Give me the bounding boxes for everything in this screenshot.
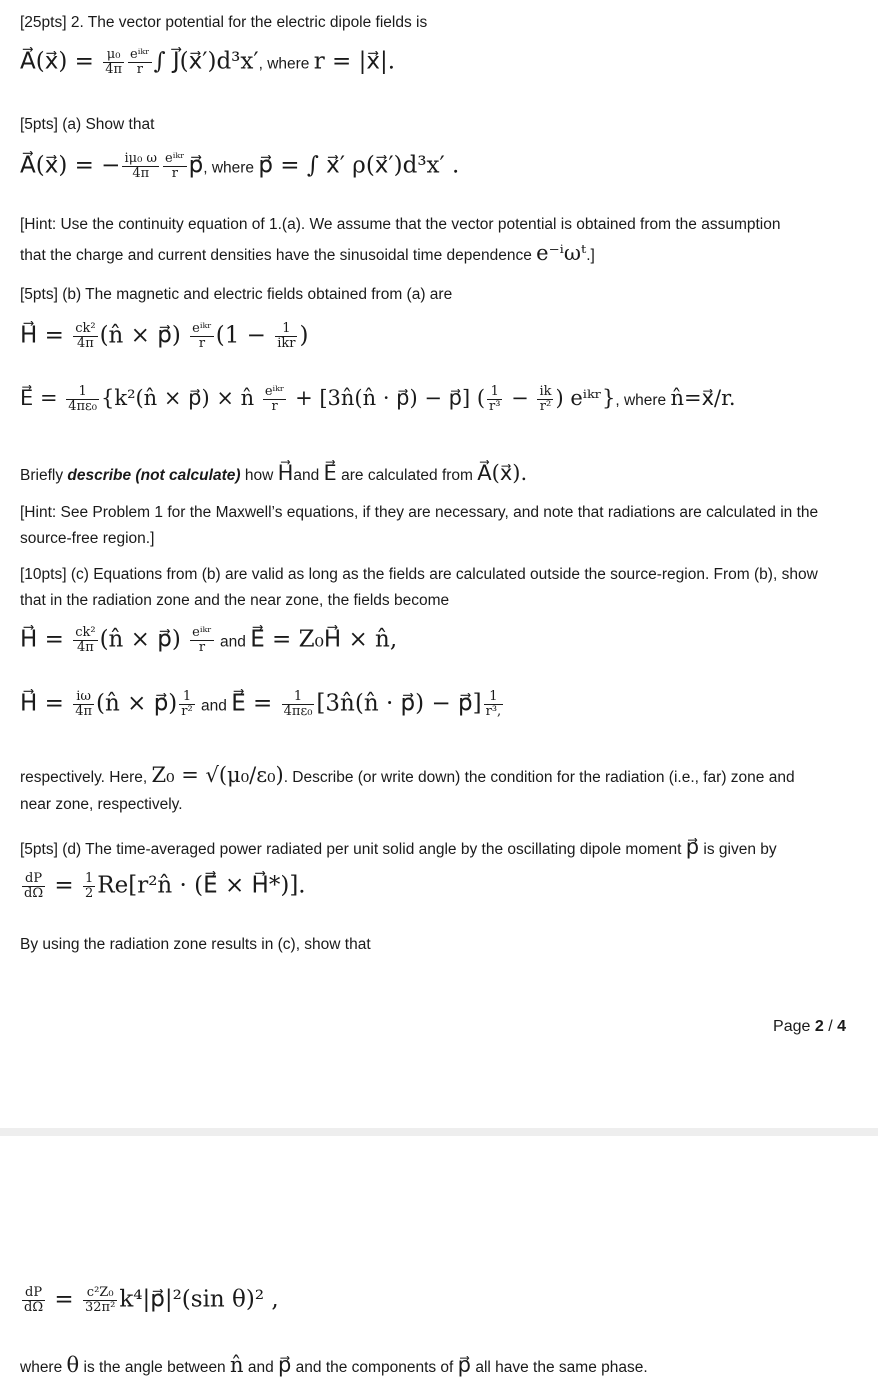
fraction: $\frac{\text{iμ₀ ω}}{4\pi}$ — [124, 151, 158, 181]
equation-H-field: H⃗ = $\frac{\text{ck²}}{4\pi}$ (n̂ × p⃗) $\frac{\text{eⁱᵏʳ}}{r}$ (1 − $\frac{1}{\text{ikr}}$ ) — [20, 321, 309, 351]
part-d-label: [5pts] (d) The time-averaged power radiated per unit solid angle by the oscillating dipole moment p⃗ is given by — [20, 835, 777, 859]
part-a-hint-line2: that the charge and current densities have the sinusoidal time dependence e⁻ⁱωᵗ.] — [20, 241, 595, 265]
part-a-label: [5pts] (a) Show that — [20, 116, 155, 133]
part-b-hint: [Hint: See Problem 1 for the Maxwell’s equations, if they are necessary, and note that radiations are calculated in the source-free region.] — [20, 504, 819, 547]
n-hat-def: n̂=x⃗/r. — [670, 386, 736, 410]
eq-p-def: p⃗ = ∫ x⃗′ ρ(x⃗′)d³x′ . — [258, 152, 460, 179]
fraction: $\frac{1}{\text{r³,}}$ — [485, 689, 502, 719]
fraction: $\frac{1}{\text{4πε₀}}$ — [283, 689, 313, 719]
part-b-describe: Briefly describe (not calculate) how H⃗and E⃗ are calculated from A⃗(x⃗). — [20, 461, 528, 485]
eq-lhs: A⃗(x⃗) = − — [20, 152, 121, 179]
part-d-where: where θ is the angle between n̂ and p⃗ and the components of p⃗ all have the same phase. — [20, 1353, 648, 1377]
eq-integral: ∫ J⃗(x⃗′)d³x′ — [153, 48, 259, 75]
fraction: $\frac{i\omega}{4\pi}$ — [75, 689, 93, 719]
page-separator — [0, 1128, 878, 1136]
eq-lhs: A⃗(x⃗) = — [20, 48, 102, 75]
fraction: $\frac{1}{2}$ — [85, 871, 94, 901]
fraction: $\frac{\text{μ₀}}{4\pi}$ — [105, 47, 123, 77]
equation-near-zone: H⃗ = $\frac{i\omega}{4\pi}$ (n̂ × p⃗) $\frac{1}{\text{r²}}$ and E⃗ = $\frac{1}{\text{4πε₀}}$ [3n̂(n̂ · p⃗) − p⃗] $\frac{1}{\text{r³,}}$ — [20, 689, 502, 719]
equation-E-field: E⃗ = $\frac{1}{\text{4πε₀}}$ {k²(n̂ × p⃗) × n̂ $\frac{\text{eⁱᵏʳ}}{r}$ + [3n̂(n̂ · p⃗) − p⃗] ( $\frac{1}{\text{r³}}$ − $\frac{ik}{\text{r²}}$ ) eⁱᵏʳ}, where n̂=x⃗/r. — [20, 384, 736, 414]
fraction: $\frac{\text{eⁱᵏʳ}}{r}$ — [264, 384, 285, 414]
equation-part-a — [20, 152, 459, 181]
fraction: $\frac{1}{\text{r²}}$ — [181, 689, 193, 719]
fraction: $\frac{dP}{d\Omega}$ — [24, 1285, 44, 1315]
fraction: $\frac{\text{eⁱᵏʳ}}{r}$ — [130, 47, 150, 77]
part-c-respectively-2: near zone, respectively. — [20, 796, 183, 813]
equation-vector-potential — [20, 48, 395, 77]
equation-radiation-zone: H⃗ = $\frac{\text{ck²}}{4\pi}$ (n̂ × p⃗) $\frac{\text{eⁱᵏʳ}}{r}$ and E⃗ = Z₀H⃗ × n̂, — [20, 625, 398, 655]
problem-header: [25pts] 2. The vector potential for the electric dipole fields is — [20, 14, 428, 31]
fraction: $\frac{dP}{d\Omega}$ — [24, 871, 44, 901]
fraction: $\frac{1}{\text{r³}}$ — [489, 384, 501, 414]
fraction: $\frac{\text{eⁱᵏʳ}}{r}$ — [192, 321, 212, 351]
fraction: $\frac{\text{ck²}}{4\pi}$ — [75, 321, 96, 351]
eq-where: , where — [203, 159, 259, 177]
eq-r-def: r = |x⃗|. — [313, 48, 396, 75]
equation-power-result: $\frac{dP}{d\Omega}$ = $\frac{\text{c²Z₀}}{\text{32π²}}$ k⁴|p⃗|²(sin θ)² , — [24, 1285, 279, 1315]
time-dependence: e⁻ⁱωᵗ — [536, 241, 587, 265]
emphasis: describe (not calculate) — [67, 467, 241, 484]
eq-p: p⃗ — [188, 152, 204, 179]
page-number: Page 2 / 4 — [773, 1018, 846, 1035]
equation-power: $\frac{dP}{d\Omega}$ = $\frac{1}{2}$ Re[r²n̂ · (E⃗ × H⃗*)]. — [24, 871, 306, 901]
part-b-label: [5pts] (b) The magnetic and electric fields obtained from (a) are — [20, 286, 453, 303]
eq-where: , where — [258, 55, 314, 73]
fraction: $\frac{\text{c²Z₀}}{\text{32π²}}$ — [85, 1285, 116, 1315]
fraction: $\frac{\text{ck²}}{4\pi}$ — [75, 625, 96, 655]
page-2 — [0, 1136, 878, 1396]
part-a-hint-line1: [Hint: Use the continuity equation of 1.(a). We assume that the vector potential is obtained from the assumption — [20, 216, 781, 233]
impedance: Z₀ = √(μ₀/ε₀) — [151, 763, 284, 787]
fraction: $\frac{ik}{\text{r²}}$ — [539, 384, 552, 414]
part-c-respectively: respectively. Here, Z₀ = √(μ₀/ε₀). Describe (or write down) the condition for the radiation (i.e., far) zone and — [20, 763, 795, 787]
part-d-using: By using the radiation zone results in (c), show that — [20, 936, 371, 953]
part-c-label: [10pts] (c) Equations from (b) are valid as long as the fields are calculated outside the source-region. From (b), show that in the radiation zone and the near zone, the fields become — [20, 566, 818, 609]
fraction: $\frac{1}{\text{ikr}}$ — [277, 321, 296, 351]
fraction: $\frac{\text{eⁱᵏʳ}}{r}$ — [165, 151, 185, 181]
fraction: $\frac{1}{\text{4πε₀}}$ — [68, 384, 97, 414]
fraction: $\frac{\text{eⁱᵏʳ}}{r}$ — [192, 625, 212, 655]
